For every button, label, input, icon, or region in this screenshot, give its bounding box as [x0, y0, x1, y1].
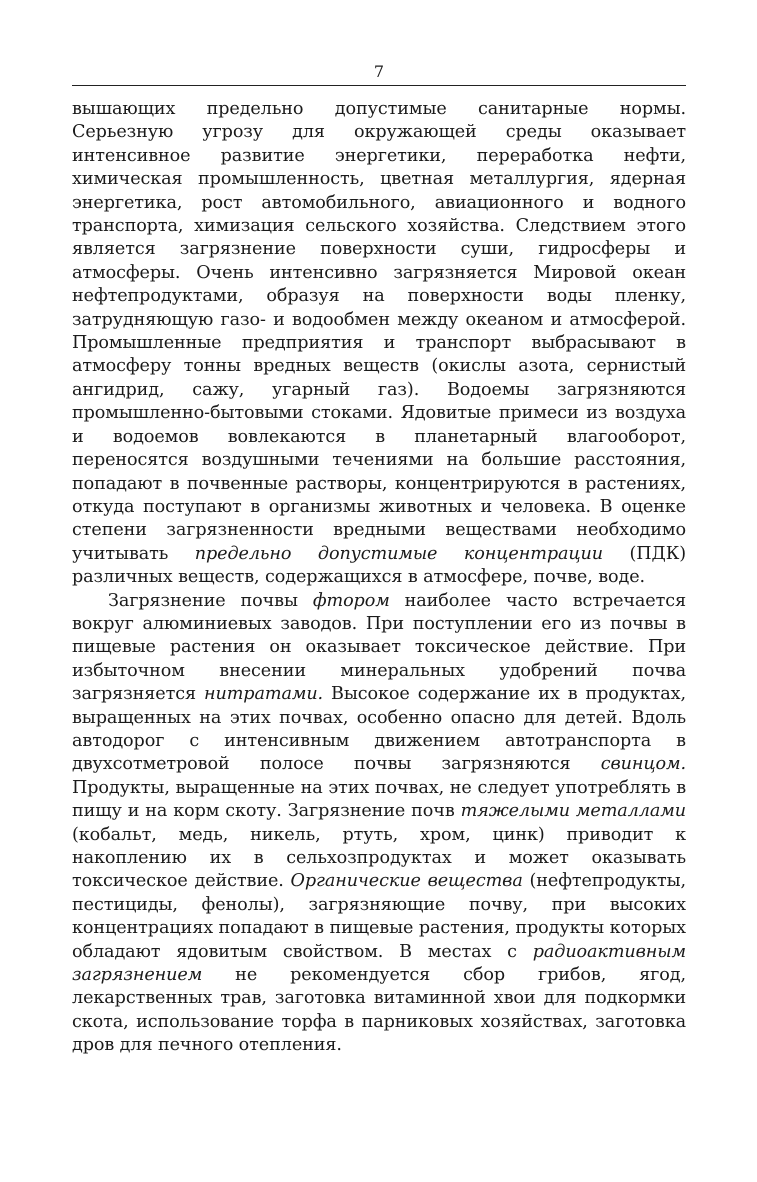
italic-term-heavy-metals: тяжелыми металлами [460, 801, 686, 822]
italic-term-nitrates: нитратами. [204, 684, 324, 705]
body-text [72, 98, 686, 1058]
page-number: 7 [373, 62, 385, 81]
text-segment: (ПДК) различных веществ, содержащихся в атмосфере, почве, воде. [72, 543, 687, 588]
italic-term-fluorine: фтором [312, 590, 390, 611]
italic-term-lead: свинцом. [600, 754, 686, 775]
text-segment: (кобальт, медь, никель, ртуть, хром, цинк) приводит к накоплению их в сельхозпродуктах и может оказывать токсическое действие. [72, 824, 686, 892]
italic-term-pdk: предельно допустимые концентрации [194, 543, 604, 564]
text-segment: Загрязнение почвы [108, 590, 313, 611]
book-page [72, 0, 686, 1058]
text-segment: (нефтепродукты, пестициды, фенолы), загрязняющие почву, при высоких концентрациях попадают в пищевые растения, продукты которых обладают ядовитым свойством. В местах с [72, 871, 686, 962]
paragraph-1 [72, 98, 686, 590]
text-segment: Высокое содержание их в продуктах, выращенных на этих почвах, особенно опасно для детей. Вдоль автодорог с интенсивным движением автотранспорта в двухсотметровой полосе почвы загрязняются [72, 684, 686, 775]
header-rule [72, 85, 686, 86]
italic-term-radioactive: радиоактивным загрязнением [72, 941, 686, 986]
italic-term-organic: Органические вещества [290, 871, 523, 892]
text-segment: Продукты, выращенные на этих почвах, не следует употреблять в пищу и на корм скоту. Загрязнение почв [72, 777, 686, 822]
paragraph-2 [72, 590, 686, 1058]
text-segment: наиболее часто встречается вокруг алюминиевых заводов. При поступлении его из почвы в пищевые растения он оказывает токсическое действие. При избыточном внесении минеральных удобрений почва загрязняется [72, 590, 686, 705]
text-segment: не рекомендуется сбор грибов, ягод, лекарственных трав, заготовка витаминной хвои для подкормки скота, использование торфа в парниковых хозяйствах, заготовка дров для печного отепления. [72, 965, 686, 1056]
text-segment: вышающих предельно допустимые санитарные нормы. Серьезную угрозу для окружающей среды оказывает интенсивное развитие энергетики, переработка нефти, химическая промышленность, цветная металлургия, ядерная энергетика, рост автомобильного, авиационного и водного транспорта, химизация сельского хозяйства. Следствием этого является загрязнение поверхности суши, гидросферы и атмосферы. Очень интенсивно загрязняется Мировой океан нефтепродуктами, образуя на поверхности воды пленку, затрудняющую газо- и водообмен между океаном и атмосферой. Промышленные предприятия и транспорт выбрасывают в атмосферу тонны вредных веществ (окислы азота, сернистый ангидрид, сажу, угарный газ). Водоемы загрязняются промышленно-бытовыми стоками. Ядовитые примеси из воздуха и водоемов вовлекаются в планетарный влагооборот, переносятся воздушными течениями на большие расстояния, попадают в почвенные растворы, концентрируются в растениях, откуда поступают в организмы животных и человека. В оценке степени загрязненности вредными веществами необходимо учитывать [72, 99, 686, 564]
